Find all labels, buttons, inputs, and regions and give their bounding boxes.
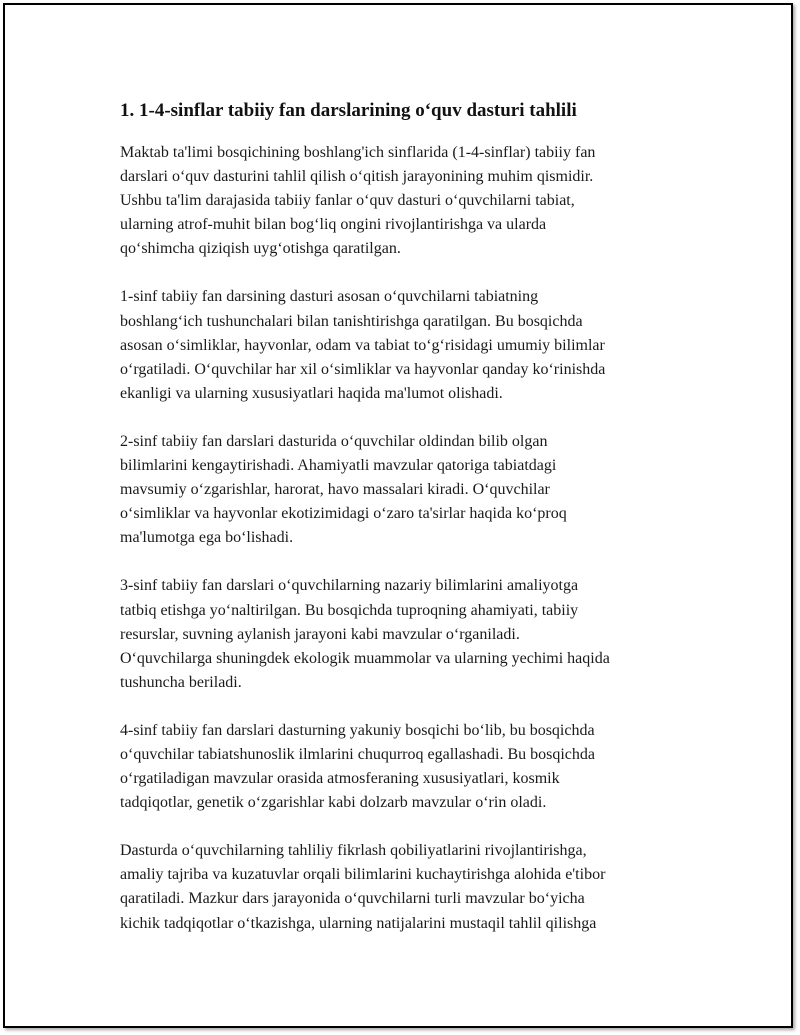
paragraph-grade-2 [120, 430, 690, 550]
text-line: ma'lumotga ega bo‘lishadi. [120, 529, 294, 547]
text-line: 3-sinf tabiiy fan darslari o‘quvchilarning nazariy bilimlarini amaliyotga [120, 577, 579, 595]
text-line: o‘rgatiladigan mavzular orasida atmosferaning xususiyatlari, kosmik [120, 770, 560, 788]
text-line: darslari o‘quv dasturini tahlil qilish o‘qitish jarayonining muhim qismidir. [120, 168, 594, 186]
text-line: tadqiqotlar, genetik o‘zgarishlar kabi dolzarb mavzular o‘rin oladi. [120, 794, 547, 812]
text-line: ularning atrof-muhit bilan bog‘liq ongini rivojlantirishga va ularda [120, 216, 547, 234]
text-line: amaliy tajriba va kuzatuvlar orqali bilimlarini kuchaytirishga alohida e'tibor [120, 866, 606, 884]
text-line: 4-sinf tabiiy fan darslari dasturning yakuniy bosqichi bo‘lib, bu bosqichda [120, 721, 595, 739]
text-line: qo‘shimcha qiziqish uyg‘otishga qaratilgan. [120, 240, 401, 258]
text-line: tatbiq etishga yo‘naltirilgan. Bu bosqichda tuproqning ahamiyati, tabiiy [120, 601, 579, 619]
paragraph-grade-4 [120, 719, 690, 815]
paragraph-program [120, 839, 690, 935]
text-line: mavsumiy o‘zgarishlar, harorat, havo massalari kiradi. O‘quvchilar [120, 481, 550, 499]
text-line: o‘simliklar va hayvonlar ekotizimidagi o‘zaro ta'sirlar haqida ko‘proq [120, 505, 567, 523]
text-line: resurslar, suvning aylanish jarayoni kabi mavzular o‘rganiladi. [120, 625, 520, 643]
text-line: boshlang‘ich tushunchalari bilan tanishtirishga qaratilgan. Bu bosqichda [120, 312, 583, 330]
text-line: asosan o‘simliklar, hayvonlar, odam va tabiat to‘g‘risidagi umumiy bilimlar [120, 336, 605, 354]
document-body [120, 96, 690, 960]
text-line: Ushbu ta'lim darajasida tabiiy fanlar o‘quv dasturi o‘quvchilarni tabiat, [120, 192, 575, 210]
text-line: ekanligi va ularning xususiyatlari haqida ma'lumot olishadi. [120, 384, 503, 402]
text-line: 1-sinf tabiiy fan darsining dasturi asosan o‘quvchilarni tabiatning [120, 288, 539, 306]
text-line: kichik tadqiqotlar o‘tkazishga, ularning natijalarini mustaqil tahlil qilishga [120, 914, 597, 932]
text-line: Maktab ta'limi bosqichining boshlang'ich sinflarida (1-4-sinflar) tabiiy fan [120, 144, 596, 161]
document-page [3, 3, 793, 1028]
text-line: bilimlarini kengaytirishadi. Ahamiyatli mavzular qatoriga tabiatdagi [120, 457, 557, 475]
text-line: 2-sinf tabiiy fan darslari dasturida o‘quvchilar oldindan bilib olgan [120, 432, 548, 450]
text-line: O‘quvchilarga shuningdek ekologik muammolar va ularning yechimi haqida [120, 649, 610, 667]
text-line: Dasturda o‘quvchilarning tahliliy fikrlash qobiliyatlarini rivojlantirishga, [120, 842, 587, 860]
paragraph-intro [120, 141, 690, 261]
text-line: o‘rgatiladi. O‘quvchilar har xil o‘simliklar va hayvonlar qanday ko‘rinishda [120, 360, 606, 378]
text-line: qaratiladi. Mazkur dars jarayonida o‘quvchilarni turli mavzular bo‘yicha [120, 890, 585, 908]
text-line: tushuncha beriladi. [120, 673, 242, 691]
text-line: o‘quvchilar tabiatshunoslik ilmlarini chuqurroq egallashadi. Bu bosqichda [120, 745, 596, 763]
section-heading: 1. 1-4-sinflar tabiiy fan darslarining o‘quv dasturi tahlili [120, 100, 577, 121]
paragraph-grade-1 [120, 285, 690, 405]
paragraph-grade-3 [120, 574, 690, 694]
